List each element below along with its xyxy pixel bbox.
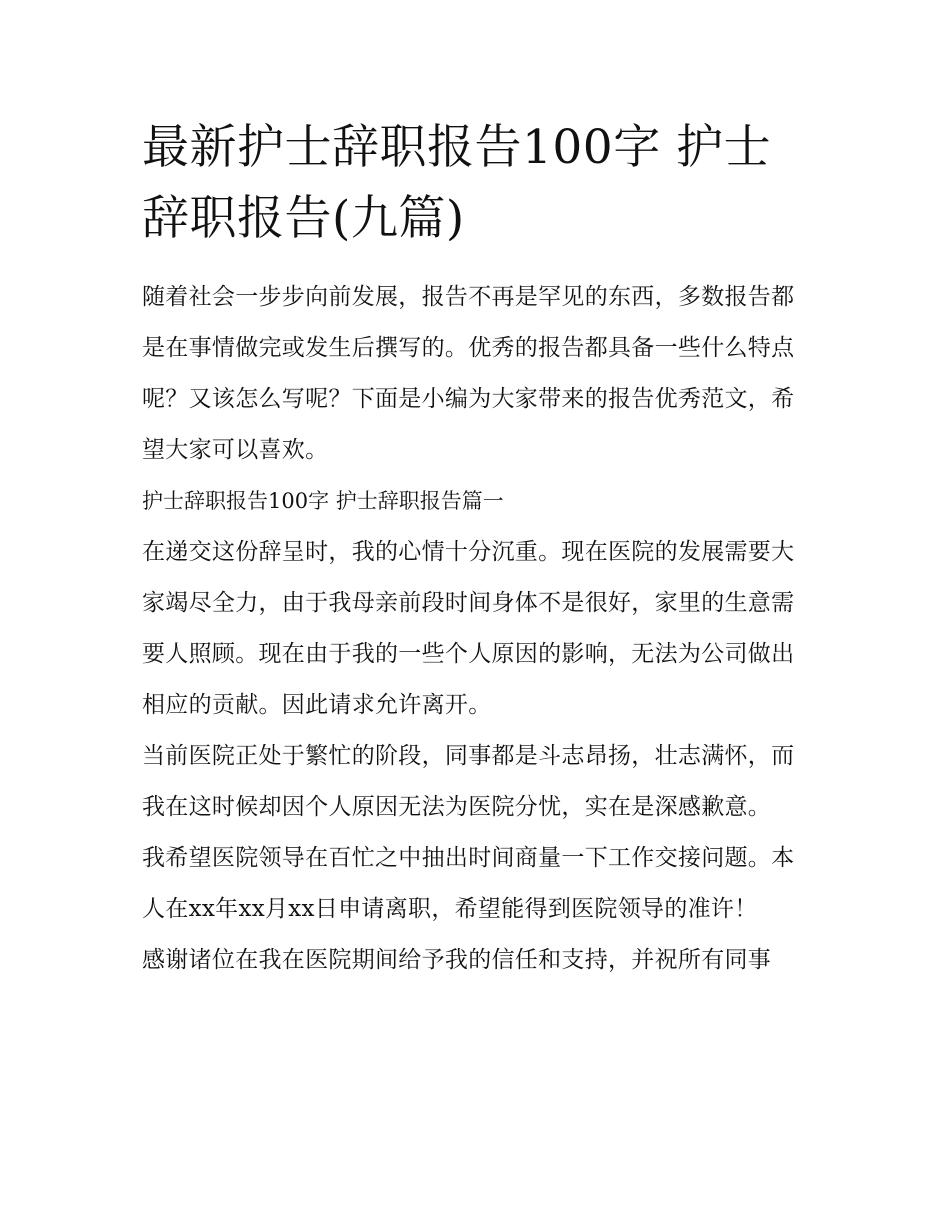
body-paragraph-3: 我希望医院领导在百忙之中抽出时间商量一下工作交接问题。本人在xx年xx月xx日申请离职，希望能得到医院领导的准许！ (142, 845, 795, 922)
section-heading: 护士辞职报告100字 护士辞职报告篇一 (142, 489, 504, 513)
document-title: 最新护士辞职报告100字 护士辞职报告(九篇) (142, 120, 772, 246)
body-paragraph-2: 当前医院正处于繁忙的阶段，同事都是斗志昂扬，壮志满怀，而我在这时候却因个人原因无法为医院分忧，实在是深感歉意。 (142, 743, 795, 820)
document-page (142, 112, 812, 986)
intro-paragraph: 随着社会一步步向前发展，报告不再是罕见的东西，多数报告都是在事情做完或发生后撰写的。优秀的报告都具备一些什么特点呢？又该怎么写呢？下面是小编为大家带来的报告优秀范文，希望大家可以喜欢。 (142, 284, 795, 463)
body-paragraph-4: 感谢诸位在我在医院期间给予我的信任和支持，并祝所有同事 (142, 947, 772, 973)
body-paragraph-1: 在递交这份辞呈时，我的心情十分沉重。现在医院的发展需要大家竭尽全力，由于我母亲前段时间身体不是很好，家里的生意需要人照顾。现在由于我的一些个人原因的影响，无法为公司做出相应的贡献。因此请求允许离开。 (142, 539, 795, 718)
